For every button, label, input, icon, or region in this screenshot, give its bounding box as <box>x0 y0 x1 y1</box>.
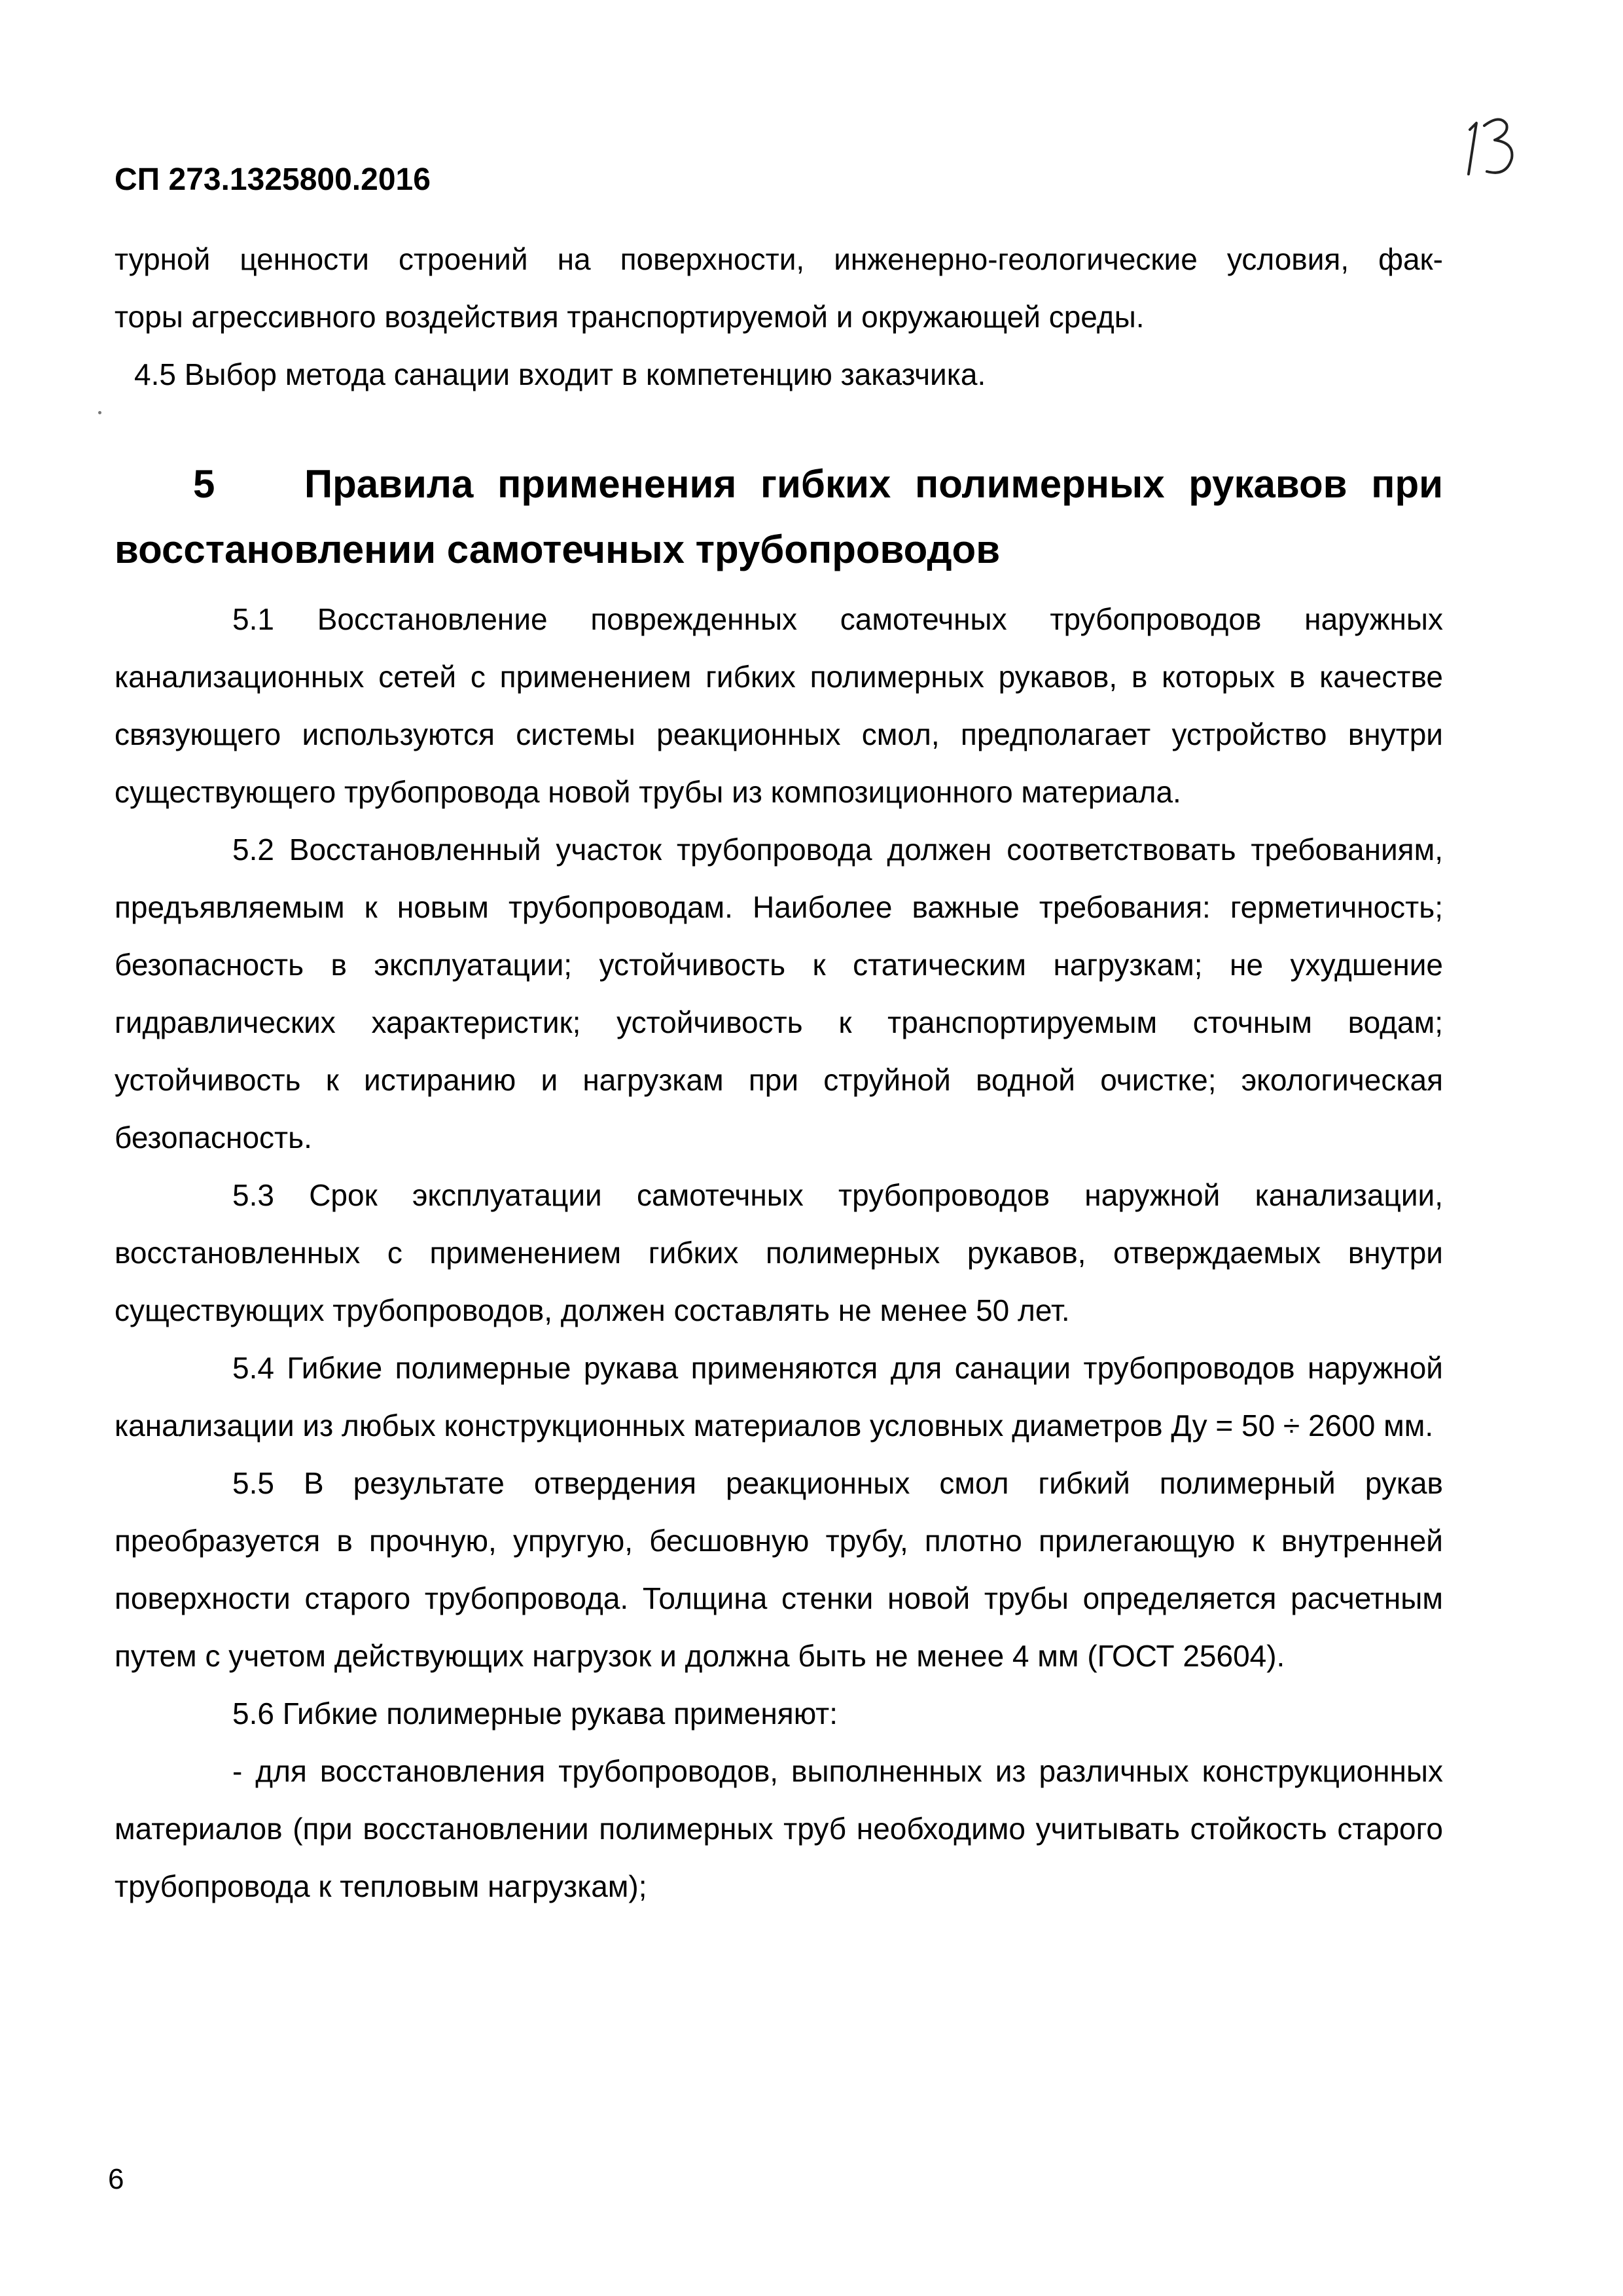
clause-5-4: 5.4 Гибкие полимерные рукава применяются для санации трубопроводов наружной канализации из любых конструкционных материалов условных диаметров Ду = 50 ÷ 2600 мм. <box>115 1351 1443 1443</box>
clause-5-6: 5.6 Гибкие полимерные рукава применяют: <box>232 1696 838 1731</box>
section-number: 5 <box>193 462 215 506</box>
intro-continuation-line2: торы агрессивного воздействия транспортируемой и окружающей среды. <box>115 300 1145 334</box>
intro-block <box>115 230 1443 403</box>
clause-5-2: 5.2 Восстановленный участок трубопровода должен соответствовать требованиям, предъявляемым к новым трубопроводам. Наиболее важные требования: герметичность; безопасность в эксплуатации; устойчивость к статическим нагрузкам; не ухудшение гидравлических характеристик; устойчивость к транспортируемым сточным водам; устойчивость к истиранию и нагрузкам при струйной водной очистке; экологическая безопасность. <box>115 833 1443 1155</box>
clauses-block <box>115 590 1443 1915</box>
section-title-line2: восстановлении самотечных трубопроводов <box>115 528 1001 571</box>
clause-4-5: 4.5 Выбор метода санации входит в компетенцию заказчика. <box>134 357 986 391</box>
clause-5-1: 5.1 Восстановление поврежденных самотечных трубопроводов наружных канализационных сетей с применением гибких полимерных рукавов, в которых в качестве связующего используются системы реакционных смол, предполагает устройство внутри существующего трубопровода новой трубы из композиционного материала. <box>115 602 1443 809</box>
clause-5-6-item-1: - для восстановления трубопроводов, выполненных из различных конструкционных материалов (при восстановлении полимерных труб необходимо учитывать стойкость старого трубопровода к тепловым нагрузкам); <box>115 1754 1443 1903</box>
clause-5-5: 5.5 В результате отвердения реакционных смол гибкий полимерный рукав преобразуется в прочную, упругую, бесшовную трубу, плотно прилегающую к внутренней поверхности старого трубопровода. Толщина стенки новой трубы определяется расчетным путем с учетом действующих нагрузок и должна быть не менее 4 мм (ГОСТ 25604). <box>115 1466 1443 1673</box>
scan-speck <box>98 411 101 414</box>
handwritten-page-mark <box>1461 111 1520 183</box>
document-code: СП 273.1325800.2016 <box>115 162 431 197</box>
intro-continuation-line1: турной ценности строений на поверхности, инженерно-геологические условия, фак- <box>115 242 1443 276</box>
page-number: 6 <box>108 2163 124 2195</box>
section-heading <box>115 452 1443 583</box>
section-title-line1: Правила применения гибких полимерных рукавов при <box>304 462 1443 506</box>
clause-5-3: 5.3 Срок эксплуатации самотечных трубопроводов наружной канализации, восстановленных с применением гибких полимерных рукавов, отверждаемых внутри существующих трубопроводов, должен составлять не менее 50 лет. <box>115 1178 1443 1327</box>
